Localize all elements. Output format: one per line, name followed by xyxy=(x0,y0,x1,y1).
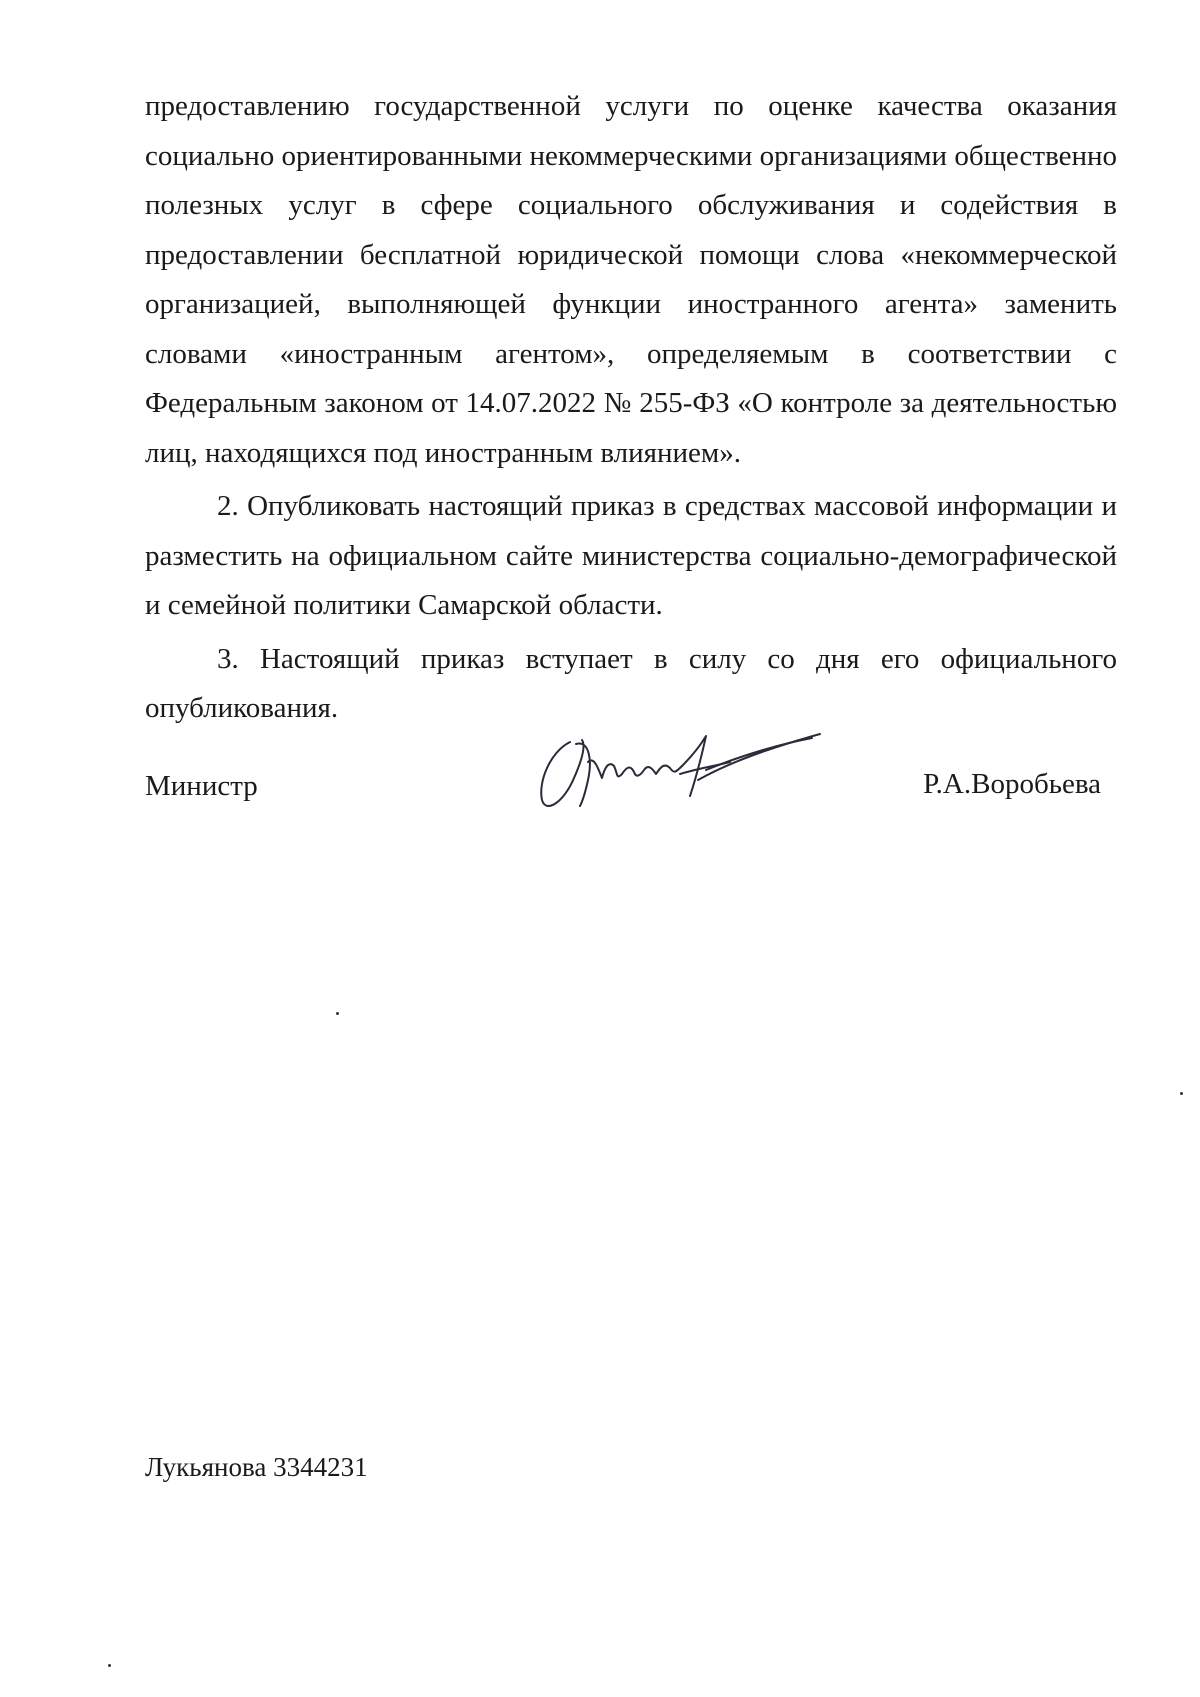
paragraph-2: 2. Опубликовать настоящий приказ в средствах массовой информации и разместить на официальном сайте министерства социально-демографической и семейной политики Самарской области. xyxy=(145,490,1117,621)
document-body xyxy=(145,82,1117,734)
signatory-name: Р.А.Воробьева xyxy=(923,768,1101,800)
signature-block xyxy=(145,760,1117,820)
scan-speck xyxy=(108,1664,111,1667)
handwritten-signature xyxy=(530,722,830,822)
paragraph-continuation: предоставлению государственной услуги по оценке качества оказания социально ориентированными некоммерческими организациями общественно полезных услуг в сфере социального обслуживания и содействия в предоставлении бесплатной юридической помощи слова «некоммерческой организацией, выполняющей функции иностранного агента» заменить словами «иностранным агентом», определяемым в соответствии с Федеральным законом от 14.07.2022 № 255-ФЗ «О контроле за деятельностью лиц, находящихся под иностранным влиянием». xyxy=(145,90,1117,469)
scan-speck xyxy=(1180,1092,1183,1095)
scan-speck xyxy=(336,1012,339,1015)
paragraph-3: 3. Настоящий приказ вступает в силу со дня его официального опубликования. xyxy=(145,642,1117,724)
signatory-title: Министр xyxy=(145,770,258,802)
contact-info: Лукьянова 3344231 xyxy=(145,1452,368,1482)
